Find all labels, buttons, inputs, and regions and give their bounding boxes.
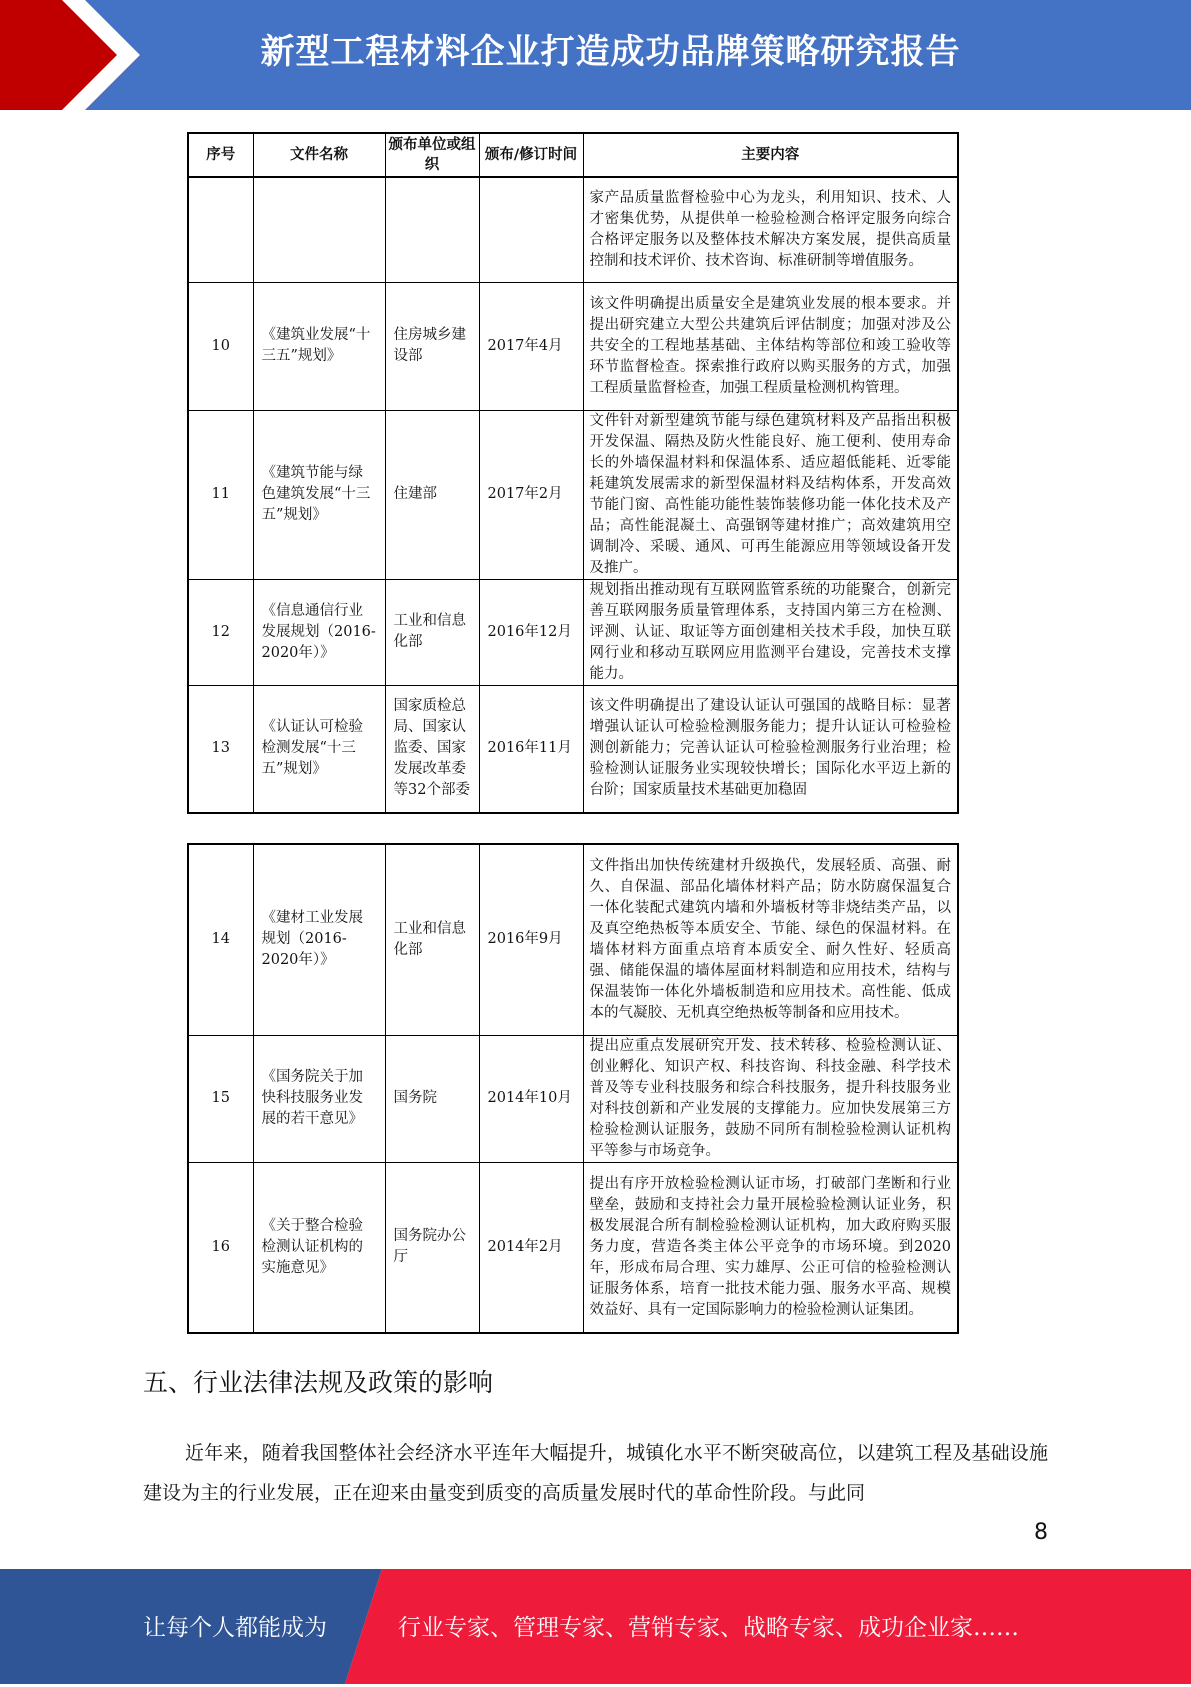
cell-date: 2014年2月	[479, 1162, 583, 1333]
table-row	[188, 282, 958, 410]
cell-org: 国务院办公厅	[385, 1162, 479, 1333]
cell-org: 国家质检总局、国家认监委、国家发展改革委等32个部委	[385, 685, 479, 813]
section-heading: 五、行业法律法规及政策的影响	[143, 1368, 494, 1397]
cell-content: 文件指出加快传统建材升级换代，发展轻质、高强、耐久、自保温、部品化墙体材料产品；防水防腐保温复合一体化装配式建筑内墙和外墙板材等非烧结类产品，以及真空绝热板等本质安全、节能、绿色的保温材料。在墙体材料方面重点培育本质安全、耐久性好、轻质高强、储能保温的墙体屋面材料制造和应用技术，结构与保温装饰一体化外墙板制造和应用技术。高性能、低成本的气凝胶、无机真空绝热板等制备和应用技术。	[583, 844, 958, 1035]
policy-table-part1	[187, 132, 959, 814]
cell-num: 16	[188, 1162, 253, 1333]
cell-num: 14	[188, 844, 253, 1035]
cell-num: 11	[188, 410, 253, 579]
footer-slogan-left: 让每个人都能成为	[143, 1615, 327, 1641]
report-title: 新型工程材料企业打造成功品牌策略研究报告	[260, 32, 961, 72]
cell-name: 《信息通信行业发展规划（2016-2020年）》	[253, 579, 385, 685]
cell-num: 10	[188, 282, 253, 410]
header-org: 颁布单位或组织	[385, 133, 479, 177]
table-header-row	[188, 133, 958, 177]
cell-date: 2016年12月	[479, 579, 583, 685]
cell-date: 2016年11月	[479, 685, 583, 813]
cell-content: 提出应重点发展研究开发、技术转移、检验检测认证、创业孵化、知识产权、科技咨询、科技金融、科学技术普及等专业科技服务和综合科技服务，提升科技服务业对科技创新和产业发展的支撑能力。应加快发展第三方检验检测认证服务，鼓励不同所有制检验检测认证机构平等参与市场竞争。	[583, 1035, 958, 1162]
cell-date: 2014年10月	[479, 1035, 583, 1162]
cell-content: 该文件明确提出质量安全是建筑业发展的根本要求。并提出研究建立大型公共建筑后评估制度；加强对涉及公共安全的工程地基基础、主体结构等部位和竣工验收等环节监督检查。探索推行政府以购买服务的方式，加强工程质量监督检查，加强工程质量检测机构管理。	[583, 282, 958, 410]
cell-name: 《关于整合检验检测认证机构的实施意见》	[253, 1162, 385, 1333]
cell-content: 该文件明确提出了建设认证认可强国的战略目标：显著增强认证认可检验检测服务能力；提升认证认可检验检测创新能力；完善认证认可检验检测服务行业治理；检验检测认证服务业实现较快增长；国际化水平迈上新的台阶；国家质量技术基础更加稳固	[583, 685, 958, 813]
cell-name: 《认证认可检验检测发展“十三五”规划》	[253, 685, 385, 813]
cell-content: 提出有序开放检验检测认证市场，打破部门垄断和行业壁垒，鼓励和支持社会力量开展检验检测认证业务，积极发展混合所有制检验检测认证机构，加大政府购买服务力度，营造各类主体公平竞争的市场环境。到2020年，形成布局合理、实力雄厚、公正可信的检验检测认证服务体系，培育一批技术能力强、服务水平高、规模效益好、具有一定国际影响力的检验检测认证集团。	[583, 1162, 958, 1333]
table-row	[188, 410, 958, 579]
cell-num: 12	[188, 579, 253, 685]
page-number: 8	[1034, 1520, 1048, 1545]
cell-name: 《建筑业发展“十三五”规划》	[253, 282, 385, 410]
table-row	[188, 579, 958, 685]
header-arrow-decoration	[0, 0, 160, 110]
footer-slogan-right: 行业专家、管理专家、营销专家、战略专家、成功企业家……	[398, 1615, 1019, 1641]
cell-name: 《国务院关于加快科技服务业发展的若干意见》	[253, 1035, 385, 1162]
body-paragraph: 近年来，随着我国整体社会经济水平连年大幅提升，城镇化水平不断突破高位，以建筑工程及基础设施建设为主的行业发展，正在迎来由量变到质变的高质量发展时代的革命性阶段。与此同	[143, 1442, 1048, 1504]
cell-num: 13	[188, 685, 253, 813]
cell-content: 家产品质量监督检验中心为龙头，利用知识、技术、人才密集优势，从提供单一检验检测合格评定服务向综合合格评定服务以及整体技术解决方案发展，提供高质量控制和技术评价、技术咨询、标准研制等增值服务。	[583, 177, 958, 282]
table-row-continuation	[188, 177, 958, 282]
header-content: 主要内容	[583, 133, 958, 177]
cell-org: 工业和信息化部	[385, 579, 479, 685]
cell-content: 规划指出推动现有互联网监管系统的功能聚合，创新完善互联网服务质量管理体系，支持国内第三方在检测、评测、认证、取证等方面创建相关技术手段，加快互联网行业和移动互联网应用监测平台建设，完善技术支撑能力。	[583, 579, 958, 685]
header-num: 序号	[188, 133, 253, 177]
cell-date: 2016年9月	[479, 844, 583, 1035]
header-date: 颁布/修订时间	[479, 133, 583, 177]
cell-date: 2017年2月	[479, 410, 583, 579]
cell-content: 文件针对新型建筑节能与绿色建筑材料及产品指出积极开发保温、隔热及防火性能良好、施工便利、使用寿命长的外墙保温材料和保温体系、适应超低能耗、近零能耗建筑发展需求的新型保温材料及结构体系，开发高效节能门窗、高性能功能性装饰装修功能一体化技术及产品；高性能混凝土、高强钢等建材推广；高效建筑用空调制冷、采暖、通风、可再生能源应用等领域设备开发及推广。	[583, 410, 958, 579]
page-footer	[0, 1569, 1191, 1684]
cell-date: 2017年4月	[479, 282, 583, 410]
table-row	[188, 1162, 958, 1333]
policy-table-part2	[187, 843, 959, 1334]
page-header	[0, 0, 1191, 110]
cell-org: 住建部	[385, 410, 479, 579]
table-row	[188, 844, 958, 1035]
header-name: 文件名称	[253, 133, 385, 177]
table-row	[188, 1035, 958, 1162]
cell-num: 15	[188, 1035, 253, 1162]
cell-org: 国务院	[385, 1035, 479, 1162]
cell-name: 《建材工业发展规划（2016-2020年）》	[253, 844, 385, 1035]
cell-org: 工业和信息化部	[385, 844, 479, 1035]
table-row	[188, 685, 958, 813]
cell-name: 《建筑节能与绿色建筑发展“十三五”规划》	[253, 410, 385, 579]
cell-org: 住房城乡建设部	[385, 282, 479, 410]
